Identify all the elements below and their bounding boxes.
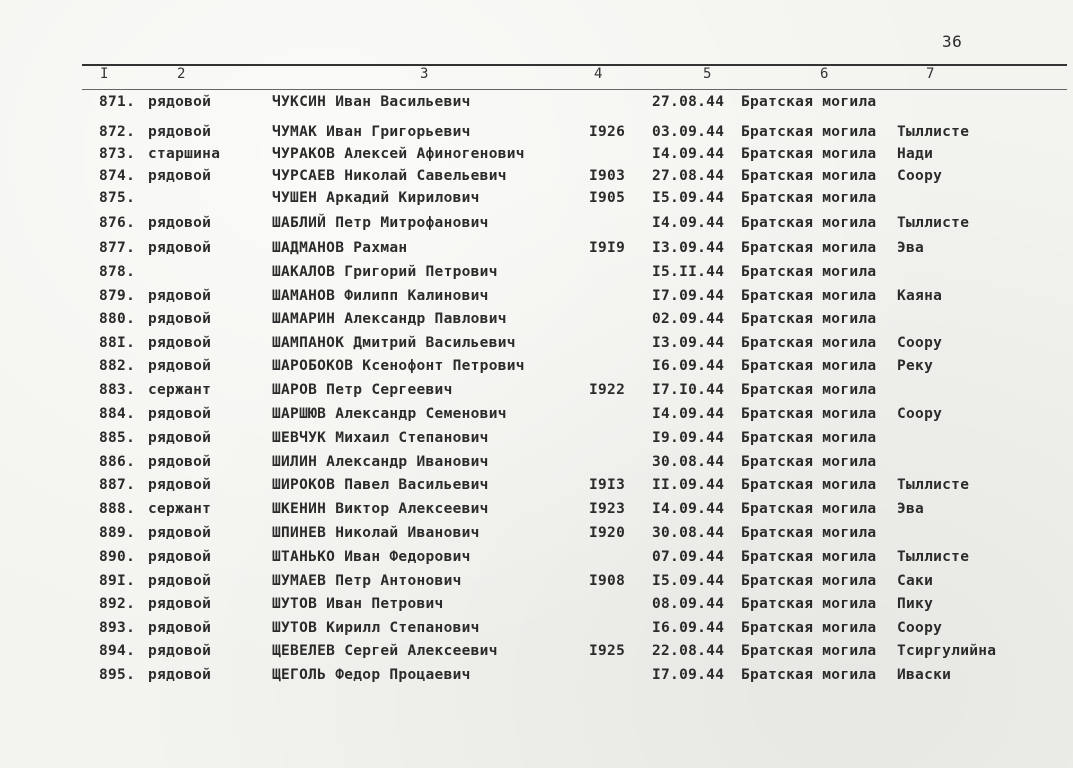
record-number: 895. xyxy=(99,667,136,683)
record-burial-place: Эва xyxy=(897,501,925,517)
record-death-date: I3.09.44 xyxy=(652,335,725,351)
record-death-date: 02.09.44 xyxy=(652,311,725,327)
record-name: ШИРОКОВ Павел Васильевич xyxy=(272,477,489,493)
column-header-6: 6 xyxy=(820,66,829,82)
record-rank: рядовой xyxy=(148,667,212,683)
record-name: ШАРОВ Петр Сергеевич xyxy=(272,382,453,398)
record-burial-type: Братская могила xyxy=(741,382,877,398)
record-number: 88I. xyxy=(99,335,136,351)
record-number: 886. xyxy=(99,454,136,470)
table-row xyxy=(0,358,1073,378)
record-burial-place: Соору xyxy=(897,620,943,636)
record-death-date: I3.09.44 xyxy=(652,240,725,256)
record-name: ЩЕГОЛЬ Федор Процаевич xyxy=(272,667,471,683)
table-row xyxy=(0,94,1073,114)
record-number: 883. xyxy=(99,382,136,398)
record-name: ШУТОВ Кирилл Степанович xyxy=(272,620,480,636)
record-rank: рядовой xyxy=(148,406,212,422)
record-number: 871. xyxy=(99,94,136,110)
record-rank: рядовой xyxy=(148,168,212,184)
table-row xyxy=(0,525,1073,545)
record-number: 875. xyxy=(99,190,136,206)
table-row xyxy=(0,477,1073,497)
record-burial-type: Братская могила xyxy=(741,454,877,470)
table-row xyxy=(0,215,1073,235)
record-death-date: I4.09.44 xyxy=(652,501,725,517)
record-rank: рядовой xyxy=(148,573,212,589)
record-name: ШАРШЮВ Александр Семенович xyxy=(272,406,507,422)
record-burial-type: Братская могила xyxy=(741,146,877,162)
record-burial-place: Пику xyxy=(897,596,934,612)
record-death-date: I5.09.44 xyxy=(652,190,725,206)
record-burial-place: Реку xyxy=(897,358,934,374)
record-death-date: 30.08.44 xyxy=(652,525,725,541)
table-row xyxy=(0,430,1073,450)
record-death-date: 27.08.44 xyxy=(652,168,725,184)
record-name: ШКЕНИН Виктор Алексеевич xyxy=(272,501,489,517)
record-name: ШАКАЛОВ Григорий Петрович xyxy=(272,264,498,280)
table-row xyxy=(0,335,1073,355)
record-burial-type: Братская могила xyxy=(741,240,877,256)
record-death-date: I4.09.44 xyxy=(652,215,725,231)
record-rank: рядовой xyxy=(148,477,212,493)
record-number: 884. xyxy=(99,406,136,422)
record-burial-type: Братская могила xyxy=(741,335,877,351)
record-rank: рядовой xyxy=(148,620,212,636)
record-name: ШАДМАНОВ Рахман xyxy=(272,240,408,256)
record-number: 874. xyxy=(99,168,136,184)
record-name: ШАМАРИН Александр Павлович xyxy=(272,311,507,327)
table-row xyxy=(0,240,1073,260)
record-birth-year: I908 xyxy=(589,573,626,589)
table-row xyxy=(0,406,1073,426)
record-rank: рядовой xyxy=(148,549,212,565)
record-number: 878. xyxy=(99,264,136,280)
record-number: 887. xyxy=(99,477,136,493)
record-birth-year: I922 xyxy=(589,382,626,398)
record-burial-place: Тсиргулийна xyxy=(897,643,997,659)
record-rank: рядовой xyxy=(148,288,212,304)
record-burial-type: Братская могила xyxy=(741,549,877,565)
record-name: ЧУРСАЕВ Николай Савельевич xyxy=(272,168,507,184)
column-header-5: 5 xyxy=(703,66,712,82)
record-burial-place: Тыллисте xyxy=(897,549,970,565)
record-death-date: 03.09.44 xyxy=(652,124,725,140)
record-number: 879. xyxy=(99,288,136,304)
record-rank: сержант xyxy=(148,501,212,517)
record-name: ЧУМАК Иван Григорьевич xyxy=(272,124,471,140)
record-number: 880. xyxy=(99,311,136,327)
record-burial-type: Братская могила xyxy=(741,667,877,683)
record-burial-type: Братская могила xyxy=(741,573,877,589)
record-name: ШУМАЕВ Петр Антонович xyxy=(272,573,462,589)
record-name: ШТАНЬКО Иван Федорович xyxy=(272,549,471,565)
record-burial-type: Братская могила xyxy=(741,501,877,517)
record-burial-type: Братская могила xyxy=(741,288,877,304)
record-burial-place: Соору xyxy=(897,335,943,351)
record-birth-year: I9I9 xyxy=(589,240,626,256)
record-burial-type: Братская могила xyxy=(741,124,877,140)
record-death-date: I5.09.44 xyxy=(652,573,725,589)
record-death-date: I7.I0.44 xyxy=(652,382,725,398)
record-death-date: II.09.44 xyxy=(652,477,725,493)
column-header-7: 7 xyxy=(926,66,935,82)
record-death-date: I7.09.44 xyxy=(652,288,725,304)
record-number: 877. xyxy=(99,240,136,256)
record-rank: рядовой xyxy=(148,525,212,541)
record-name: ШИЛИН Александр Иванович xyxy=(272,454,489,470)
record-number: 872. xyxy=(99,124,136,140)
record-burial-place: Тыллисте xyxy=(897,124,970,140)
table-row xyxy=(0,124,1073,144)
record-number: 888. xyxy=(99,501,136,517)
table-row xyxy=(0,643,1073,663)
record-number: 889. xyxy=(99,525,136,541)
record-number: 892. xyxy=(99,596,136,612)
header-top-rule xyxy=(82,64,1067,66)
record-birth-year: I903 xyxy=(589,168,626,184)
record-burial-place: Соору xyxy=(897,168,943,184)
record-burial-place: Тыллисте xyxy=(897,477,970,493)
record-burial-type: Братская могила xyxy=(741,358,877,374)
column-header-4: 4 xyxy=(594,66,603,82)
record-death-date: 08.09.44 xyxy=(652,596,725,612)
record-burial-type: Братская могила xyxy=(741,525,877,541)
record-burial-type: Братская могила xyxy=(741,168,877,184)
record-burial-place: Саки xyxy=(897,573,934,589)
record-death-date: 30.08.44 xyxy=(652,454,725,470)
record-name: ШАМПАНОК Дмитрий Васильевич xyxy=(272,335,516,351)
record-number: 876. xyxy=(99,215,136,231)
record-birth-year: I926 xyxy=(589,124,626,140)
page-number: 36 xyxy=(942,32,963,51)
table-row xyxy=(0,501,1073,521)
table-row xyxy=(0,288,1073,308)
record-name: ШАБЛИЙ Петр Митрофанович xyxy=(272,215,489,231)
record-burial-type: Братская могила xyxy=(741,643,877,659)
record-number: 873. xyxy=(99,146,136,162)
record-rank: рядовой xyxy=(148,240,212,256)
column-header-2: 2 xyxy=(177,66,186,82)
record-rank: сержант xyxy=(148,382,212,398)
record-burial-type: Братская могила xyxy=(741,430,877,446)
record-death-date: I9.09.44 xyxy=(652,430,725,446)
record-name: ШЕВЧУК Михаил Степанович xyxy=(272,430,489,446)
record-number: 893. xyxy=(99,620,136,636)
record-burial-place: Иваски xyxy=(897,667,952,683)
record-birth-year: I920 xyxy=(589,525,626,541)
record-name: ШУТОВ Иван Петрович xyxy=(272,596,444,612)
record-number: 885. xyxy=(99,430,136,446)
record-name: ЧУРАКОВ Алексей Афиногенович xyxy=(272,146,525,162)
record-rank: рядовой xyxy=(148,430,212,446)
record-death-date: I5.II.44 xyxy=(652,264,725,280)
table-row xyxy=(0,573,1073,593)
record-burial-type: Братская могила xyxy=(741,94,877,110)
record-death-date: I4.09.44 xyxy=(652,406,725,422)
record-number: 882. xyxy=(99,358,136,374)
record-death-date: 27.08.44 xyxy=(652,94,725,110)
table-row xyxy=(0,667,1073,687)
record-death-date: I6.09.44 xyxy=(652,358,725,374)
record-rank: рядовой xyxy=(148,596,212,612)
record-rank: рядовой xyxy=(148,94,212,110)
column-header-3: 3 xyxy=(420,66,429,82)
record-burial-type: Братская могила xyxy=(741,596,877,612)
record-rank: рядовой xyxy=(148,358,212,374)
header-bottom-rule xyxy=(82,89,1067,90)
record-burial-place: Соору xyxy=(897,406,943,422)
record-birth-year: I925 xyxy=(589,643,626,659)
record-death-date: I6.09.44 xyxy=(652,620,725,636)
record-death-date: I7.09.44 xyxy=(652,667,725,683)
record-burial-place: Каяна xyxy=(897,288,943,304)
table-row xyxy=(0,264,1073,284)
record-name: ШАРОБОКОВ Ксенофонт Петрович xyxy=(272,358,525,374)
record-rank: старшина xyxy=(148,146,221,162)
table-row xyxy=(0,382,1073,402)
record-number: 894. xyxy=(99,643,136,659)
column-header-1: I xyxy=(100,66,109,82)
record-name: ШПИНЕВ Николай Иванович xyxy=(272,525,480,541)
record-birth-year: I905 xyxy=(589,190,626,206)
table-row xyxy=(0,311,1073,331)
record-burial-type: Братская могила xyxy=(741,264,877,280)
record-burial-type: Братская могила xyxy=(741,477,877,493)
table-row xyxy=(0,168,1073,188)
table-row xyxy=(0,620,1073,640)
record-name: ШАМАНОВ Филипп Калинович xyxy=(272,288,489,304)
record-burial-place: Тыллисте xyxy=(897,215,970,231)
record-birth-year: I923 xyxy=(589,501,626,517)
record-rank: рядовой xyxy=(148,311,212,327)
record-burial-type: Братская могила xyxy=(741,190,877,206)
table-row xyxy=(0,549,1073,569)
record-rank: рядовой xyxy=(148,124,212,140)
record-rank: рядовой xyxy=(148,454,212,470)
record-rank: рядовой xyxy=(148,215,212,231)
record-name: ЧУШЕН Аркадий Кирилович xyxy=(272,190,480,206)
record-death-date: 22.08.44 xyxy=(652,643,725,659)
record-number: 890. xyxy=(99,549,136,565)
table-row xyxy=(0,596,1073,616)
record-burial-type: Братская могила xyxy=(741,620,877,636)
record-birth-year: I9I3 xyxy=(589,477,626,493)
record-rank: рядовой xyxy=(148,335,212,351)
record-name: ЩЕВЕЛЕВ Сергей Алексеевич xyxy=(272,643,498,659)
record-name: ЧУКСИН Иван Васильевич xyxy=(272,94,471,110)
record-burial-type: Братская могила xyxy=(741,215,877,231)
record-burial-place: Нади xyxy=(897,146,934,162)
table-row xyxy=(0,190,1073,210)
record-rank: рядовой xyxy=(148,643,212,659)
table-row xyxy=(0,146,1073,166)
table-row xyxy=(0,454,1073,474)
record-death-date: I4.09.44 xyxy=(652,146,725,162)
record-number: 89I. xyxy=(99,573,136,589)
record-burial-place: Эва xyxy=(897,240,925,256)
record-burial-type: Братская могила xyxy=(741,406,877,422)
record-death-date: 07.09.44 xyxy=(652,549,725,565)
record-burial-type: Братская могила xyxy=(741,311,877,327)
